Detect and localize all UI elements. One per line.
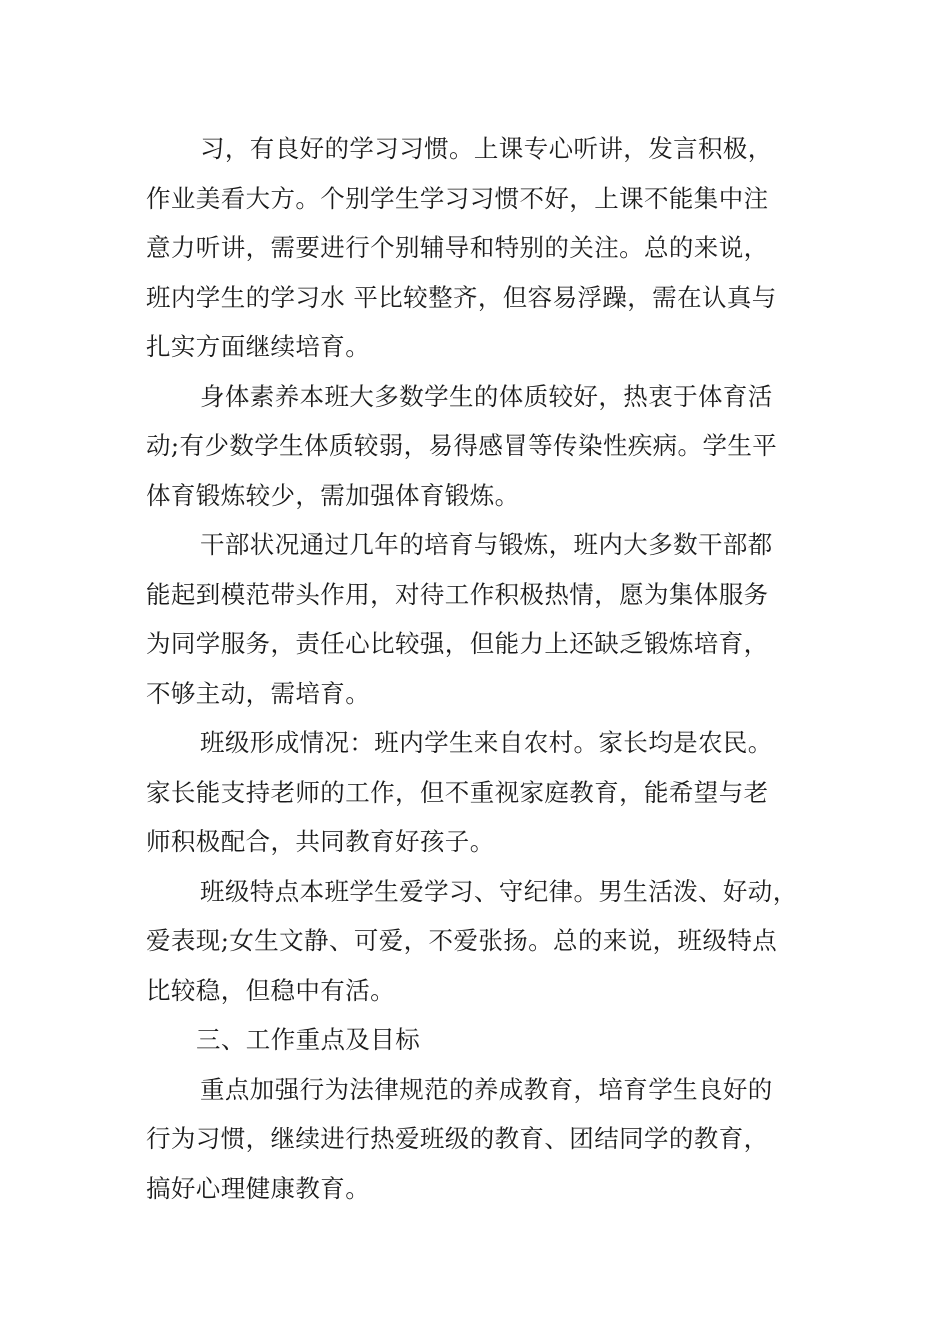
paragraph-class-characteristics [146, 867, 826, 1016]
paragraph-study-habits [146, 124, 826, 372]
text-line: 扎实方面继续培育。 [146, 332, 371, 361]
text-line: 搞好心理健康教育。 [146, 1173, 371, 1203]
paragraph-work-focus [146, 1065, 826, 1214]
text-line: 习，有良好的学习习惯。上课专心听讲，发言积极， [200, 134, 773, 163]
text-line: 行为习惯，继续进行热爱班级的教育、团结同学的教育， [146, 1124, 769, 1153]
section-heading [146, 1015, 826, 1065]
text-line: 班级特点本班学生爱学习、守纪律。男生活泼、好动， [200, 876, 798, 906]
paragraph-physical-fitness [146, 372, 826, 521]
text-line: 动;有少数学生体质较弱，易得感冒等传染性疾病。学生平 [146, 431, 778, 460]
text-line: 爱表现;女生文静、可爱，不爱张扬。总的来说，班级特点 [146, 926, 778, 955]
text-line: 重点加强行为法律规范的养成教育，培育学生良好的 [200, 1074, 773, 1104]
text-line: 师积极配合，共同教育好孩子。 [146, 827, 495, 856]
paragraph-class-formation [146, 718, 826, 867]
text-line: 意力听讲，需要进行个别辅导和特别的关注。总的来说， [146, 233, 769, 262]
text-line: 体育锻炼较少，需加强体育锻炼。 [146, 480, 520, 510]
text-line: 班内学生的学习水 平比较整齐，但容易浮躁，需在认真与 [146, 282, 777, 312]
text-line: 不够主动，需培育。 [146, 678, 371, 708]
text-line: 比较稳，但稳中有活。 [146, 975, 395, 1005]
text-line: 班级形成情况：班内学生来自农村。家长均是农民。 [200, 728, 773, 757]
text-line: 干部状况通过几年的培育与锻炼，班内大多数干部都 [200, 530, 773, 559]
text-line: 身体素养本班大多数学生的体质较好，热衷于体育活 [200, 381, 773, 411]
text-line: 作业美看大方。个别学生学习习惯不好，上课不能集中注 [146, 183, 769, 213]
text-line: 为同学服务，责任心比较强，但能力上还缺乏锻炼培育， [146, 629, 769, 658]
document-body [146, 124, 826, 1213]
section-heading-text: 三、工作重点及目标 [196, 1025, 421, 1054]
text-line: 家长能支持老师的工作，但不重视家庭教育，能希望与老 [146, 777, 769, 807]
text-line: 能起到模范带头作用，对待工作积极热情，愿为集体服务 [146, 579, 769, 609]
paragraph-class-cadres [146, 520, 826, 718]
